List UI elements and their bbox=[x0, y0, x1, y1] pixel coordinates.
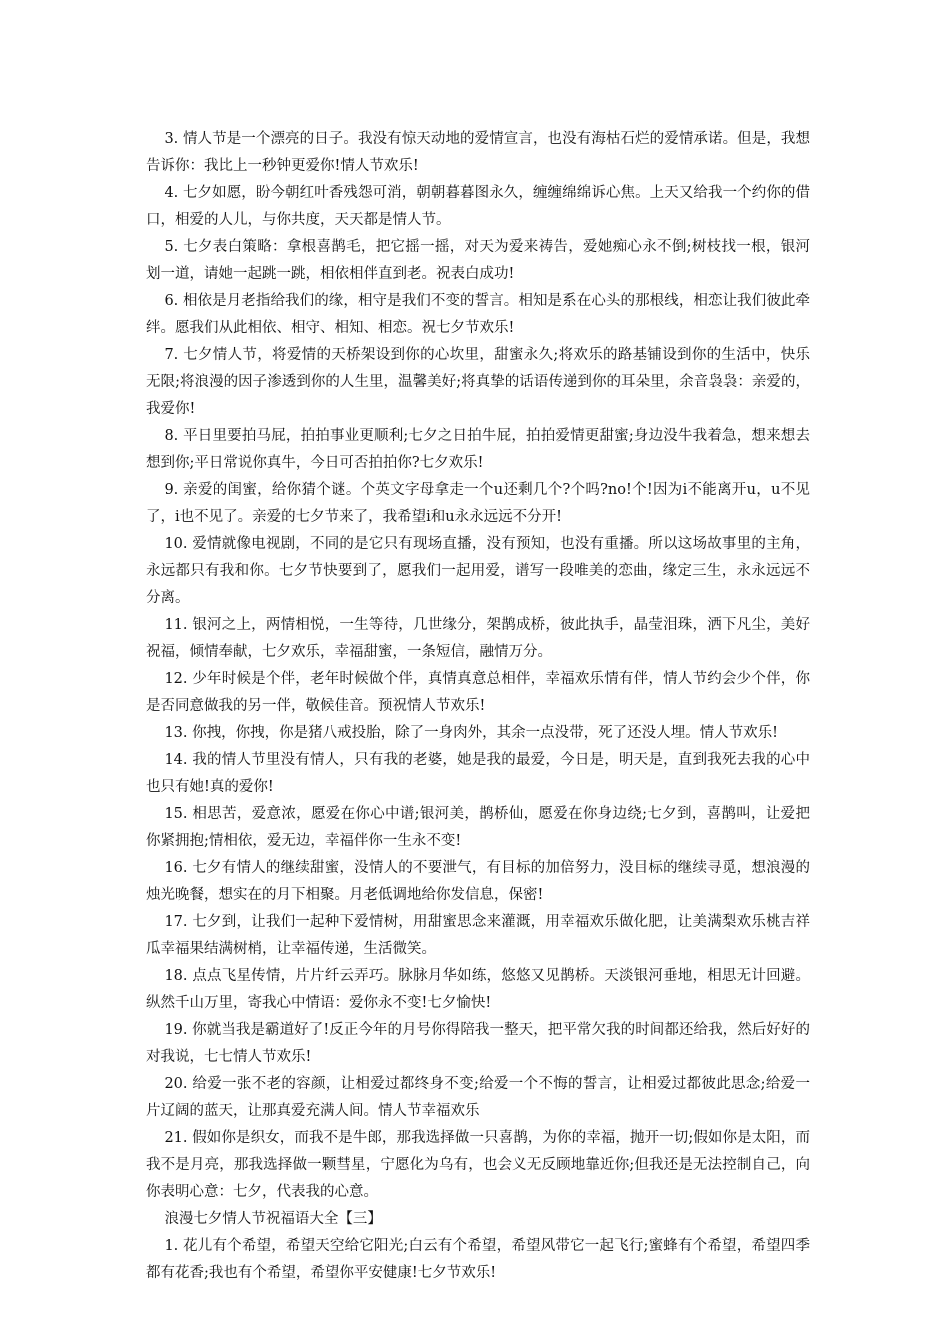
paragraph-11: 11. 银河之上，两情相悦，一生等待，几世缘分，架鹊成桥，彼此执手，晶莹泪珠，洒下凡尘，美好祝福，倾情奉献，七夕欢乐，幸福甜蜜，一条短信，融情万分。 bbox=[146, 617, 810, 660]
paragraph-10: 10. 爱情就像电视剧，不同的是它只有现场直播，没有预知，也没有重播。所以这场故事里的主角，永远都只有我和你。七夕节快要到了，愿我们一起用爱，谱写一段唯美的恋曲，缘定三生，永永远远不分离。 bbox=[146, 536, 810, 606]
paragraph-6: 6. 相依是月老指给我们的缘，相守是我们不变的誓言。相知是系在心头的那根线，相恋让我们彼此牵绊。愿我们从此相依、相守、相知、相恋。祝七夕节欢乐! bbox=[146, 293, 810, 336]
paragraph-12: 12. 少年时候是个伴，老年时候做个伴，真情真意总相伴，幸福欢乐情有伴，情人节约会少个伴，你是否同意做我的另一伴，敬候佳音。预祝情人节欢乐! bbox=[146, 671, 810, 714]
document-body bbox=[146, 126, 810, 1287]
section-heading: 浪漫七夕情人节祝福语大全【三】 bbox=[164, 1211, 382, 1227]
paragraph-8: 8. 平日里要拍马屁，拍拍事业更顺利;七夕之日拍牛屁，拍拍爱情更甜蜜;身边没牛我着急，想来想去想到你;平日常说你真牛，今日可否拍拍你?七夕欢乐! bbox=[146, 428, 810, 471]
paragraph-7: 7. 七夕情人节，将爱情的天桥架设到你的心坎里，甜蜜永久;将欢乐的路基铺设到你的生活中，快乐无限;将浪漫的因子渗透到你的人生里，温馨美好;将真挚的话语传递到你的耳朵里，余音袅袅：亲爱的，我爱你! bbox=[146, 347, 810, 417]
paragraph-4: 4. 七夕如愿，盼今朝红叶香残怨可消，朝朝暮暮图永久，缠缠绵绵诉心焦。上天又给我一个约你的借口，相爱的人儿，与你共度，天天都是情人节。 bbox=[146, 185, 810, 228]
paragraph-19: 19. 你就当我是霸道好了!反正今年的月号你得陪我一整天，把平常欠我的时间都还给我，然后好好的对我说，七七情人节欢乐! bbox=[146, 1022, 810, 1065]
paragraph-15: 15. 相思苦，爱意浓，愿爱在你心中谱;银河美，鹊桥仙，愿爱在你身边绕;七夕到，喜鹊叫，让爱把你紧拥抱;情相依，爱无边，幸福伴你一生永不变! bbox=[146, 806, 810, 849]
section-3-paragraph-1: 1. 花儿有个希望，希望天空给它阳光;白云有个希望，希望风带它一起飞行;蜜蜂有个希望，希望四季都有花香;我也有个希望，希望你平安健康!七夕节欢乐! bbox=[146, 1238, 810, 1281]
paragraph-9: 9. 亲爱的闺蜜，给你猜个谜。个英文字母拿走一个u还剩几个?个吗?no!个!因为i不能离开u，u不见了，i也不见了。亲爱的七夕节来了，我希望i和u永永远远不分开! bbox=[146, 482, 810, 525]
paragraph-14: 14. 我的情人节里没有情人，只有我的老婆，她是我的最爱，今日是，明天是，直到我死去我的心中也只有她!真的爱你! bbox=[146, 752, 810, 795]
paragraph-21: 21. 假如你是织女，而我不是牛郎，那我选择做一只喜鹊，为你的幸福，抛开一切;假如你是太阳，而我不是月亮，那我选择做一颗彗星，宁愿化为乌有，也会义无反顾地靠近你;但我还是无法控制自己，向你表明心意：七夕，代表我的心意。 bbox=[146, 1130, 810, 1200]
paragraph-18: 18. 点点飞星传情，片片纤云弄巧。脉脉月华如练，悠悠又见鹊桥。天淡银河垂地，相思无计回避。纵然千山万里，寄我心中情语：爱你永不变!七夕愉快! bbox=[146, 968, 810, 1011]
paragraph-20: 20. 给爱一张不老的容颜，让相爱过都终身不变;给爱一个不悔的誓言，让相爱过都彼此思念;给爱一片辽阔的蓝天，让那真爱充满人间。情人节幸福欢乐 bbox=[146, 1076, 810, 1119]
paragraph-16: 16. 七夕有情人的继续甜蜜，没情人的不要泄气，有目标的加倍努力，没目标的继续寻觅，想浪漫的烛光晚餐，想实在的月下相聚。月老低调地给你发信息，保密! bbox=[146, 860, 810, 903]
paragraph-3: 3. 情人节是一个漂亮的日子。我没有惊天动地的爱情宣言，也没有海枯石烂的爱情承诺。但是，我想告诉你：我比上一秒钟更爱你!情人节欢乐! bbox=[146, 131, 810, 174]
paragraph-13: 13. 你拽，你拽，你是猪八戒投胎，除了一身肉外，其余一点没带，死了还没人埋。情人节欢乐! bbox=[164, 725, 778, 741]
paragraph-5: 5. 七夕表白策略：拿根喜鹊毛，把它摇一摇，对天为爱来祷告，爱她痴心永不倒;树枝找一根，银河划一道，请她一起跳一跳，相依相伴直到老。祝表白成功! bbox=[146, 239, 810, 282]
paragraph-17: 17. 七夕到，让我们一起种下爱情树，用甜蜜思念来灌溉，用幸福欢乐做化肥，让美满梨欢乐桃吉祥瓜幸福果结满树梢，让幸福传递，生活微笑。 bbox=[146, 914, 810, 957]
